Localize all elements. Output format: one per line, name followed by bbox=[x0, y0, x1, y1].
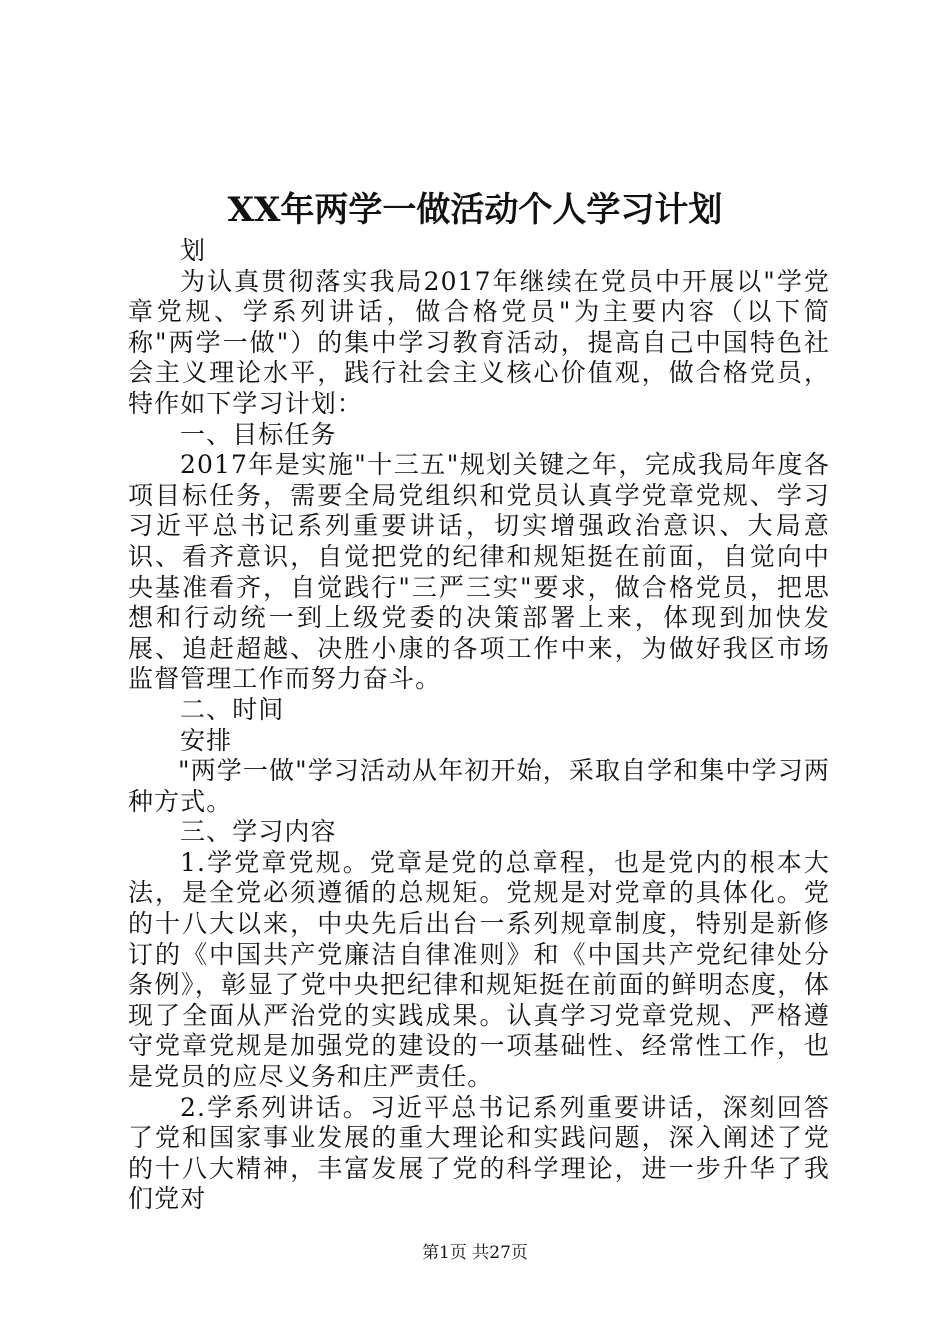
paragraph: "两学一做"学习活动从年初开始，采取自学和集中学习两种方式。 bbox=[128, 756, 830, 816]
document-title: XX年两学一做活动个人学习计划 bbox=[227, 190, 723, 230]
section-heading: 一、目标任务 bbox=[180, 419, 337, 449]
paragraph: 2017年是实施"十三五"规划关键之年，完成我局年度各项目标任务，需要全局党组织和党员认真学党章党规、学习习近平总书记系列重要讲话，切实增强政治意识、大局意识、看齐意识，自觉把党的纪律和规矩挺在前面，自觉向中央基准看齐，自觉践行"三严三实"要求，做合格党员，把思想和行动统一到上级党委的决策部署上来，体现到加快发展、追赶超越、决胜小康的各项工作中来，为做好我区市场监督管理工作而努力奋斗。 bbox=[128, 450, 830, 694]
paragraph: 划 bbox=[180, 236, 207, 265]
paragraph: 2.学系列讲话。习近平总书记系列重要讲话，深刻回答了党和国家事业发展的重大理论和实践问题，深入阐述了党的十八大精神，丰富发展了党的科学理论，进一步升华了我们党对 bbox=[128, 1092, 830, 1214]
paragraph: 安排 bbox=[180, 725, 233, 755]
document-body bbox=[128, 236, 830, 1215]
section-heading: 二、时间 bbox=[180, 694, 285, 724]
paragraph: 1.学党章党规。党章是党的总章程，也是党内的根本大法，是全党必须遵循的总规矩。党规是对党章的具体化。党的十八大以来，中央先后出台一系列规章制度，特别是新修订的《中国共产党廉洁自律准则》和《中国共产党纪律处分条例》，彰显了党中央把纪律和规矩挺在前面的鲜明态度，体现了全面从严治党的实践成果。认真学习党章党规、严格遵守党章党规是加强党的建设的一项基础性、经常性工作，也是党员的应尽义务和庄严责任。 bbox=[128, 847, 830, 1092]
section-heading: 三、学习内容 bbox=[180, 817, 337, 847]
paragraph: 为认真贯彻落实我局2017年继续在党员中开展以"学党章党规、学系列讲话，做合格党员"为主要内容（以下简称"两学一做"）的集中学习教育活动，提高自己中国特色社会主义理论水平，践行社会主义核心价值观，做合格党员，特作如下学习计划： bbox=[128, 266, 830, 418]
page-number: 第1页 共27页 bbox=[422, 1243, 528, 1263]
